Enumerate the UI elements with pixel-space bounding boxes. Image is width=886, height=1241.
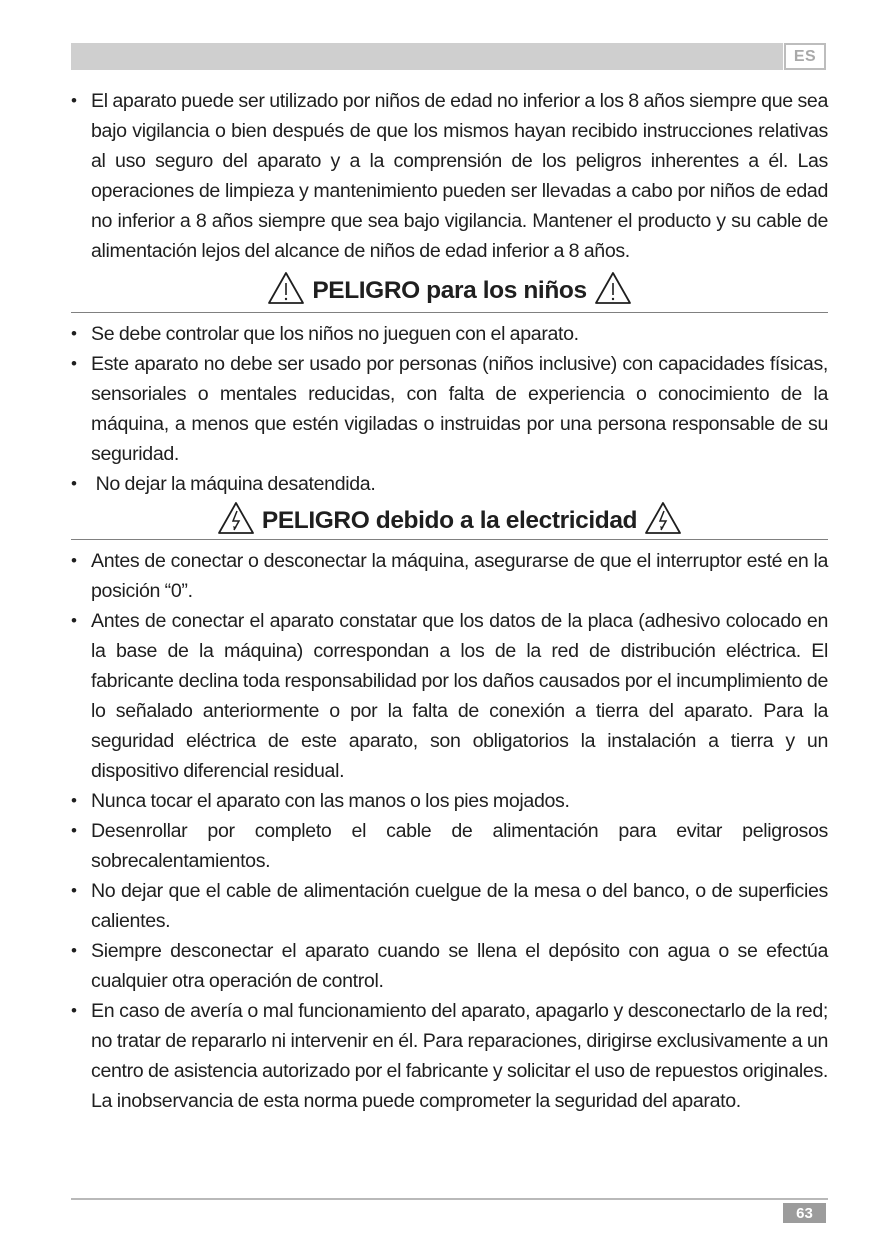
list-item: • Desenrollar por completo el cable de alimentación para evitar peligrosos sobrecalentamientos. (71, 816, 828, 876)
list-item: • Siempre desconectar el aparato cuando se llena el depósito con agua o se efectúa cualquier otra operación de control. (71, 936, 828, 996)
section-title: PELIGRO debido a la electricidad (261, 507, 638, 534)
page-content (71, 86, 828, 1116)
children-list (71, 319, 828, 499)
warning-electric-icon (643, 499, 683, 539)
footer-rule (71, 1198, 828, 1200)
section-title: PELIGRO para los niños (312, 277, 587, 304)
list-item: • No dejar que el cable de alimentación cuelgue de la mesa o del banco, o de superficies calientes. (71, 876, 828, 936)
list-item: • No dejar la máquina desatendida. (71, 469, 828, 499)
header-bar (71, 43, 783, 70)
warning-electric-icon (216, 499, 256, 539)
list-item: • Antes de conectar el aparato constatar que los datos de la placa (adhesivo colocado en la base de la máquina) correspondan a los de la red de distribución eléctrica. El fabricante declina toda responsabilidad por los daños causados por el incumplimiento de lo señalado anteriormente o por la falta de conexión a tierra del aparato. Para la seguridad eléctrica de este aparato, son obligatorios la instalación a tierra y un dispositivo diferencial residual. (71, 606, 828, 786)
section-heading-electric (71, 499, 828, 540)
list-item: • Antes de conectar o desconectar la máquina, asegurarse de que el interruptor esté en la posición “0”. (71, 546, 828, 606)
list-item: • En caso de avería o mal funcionamiento del aparato, apagarlo y desconectarlo de la red; no tratar de repararlo ni intervenir en él. Para reparaciones, dirigirse exclusivamente a un centro de asistencia autorizado por el fabricante y solicitar el uso de repuestos originales. La inobservancia de esta norma puede comprometer la seguridad del aparato. (71, 996, 828, 1116)
intro-list (71, 86, 828, 266)
page-number: 63 (783, 1203, 826, 1223)
list-item: • Se debe controlar que los niños no jueguen con el aparato. (71, 319, 828, 349)
section-heading-children (71, 266, 828, 313)
warning-exclamation-icon (593, 269, 633, 309)
list-item: • El aparato puede ser utilizado por niños de edad no inferior a los 8 años siempre que sea bajo vigilancia o bien después de que los mismos hayan recibido instrucciones relativas al uso seguro del aparato y a la comprensión de los peligros inherentes a él. Las operaciones de limpieza y mantenimiento pueden ser llevadas a cabo por niños de edad no inferior a 8 años siempre que sea bajo vigilancia. Mantener el producto y su cable de alimentación lejos del alcance de niños de edad inferior a 8 años. (71, 86, 828, 266)
language-badge: ES (784, 43, 826, 70)
warning-exclamation-icon (266, 269, 306, 309)
list-item: • Nunca tocar el aparato con las manos o los pies mojados. (71, 786, 828, 816)
list-item: • Este aparato no debe ser usado por personas (niños inclusive) con capacidades físicas, sensoriales o mentales reducidas, con falta de experiencia o conocimiento de la máquina, a menos que estén vigiladas o instruidas por una persona responsable de su seguridad. (71, 349, 828, 469)
electric-list (71, 546, 828, 1116)
